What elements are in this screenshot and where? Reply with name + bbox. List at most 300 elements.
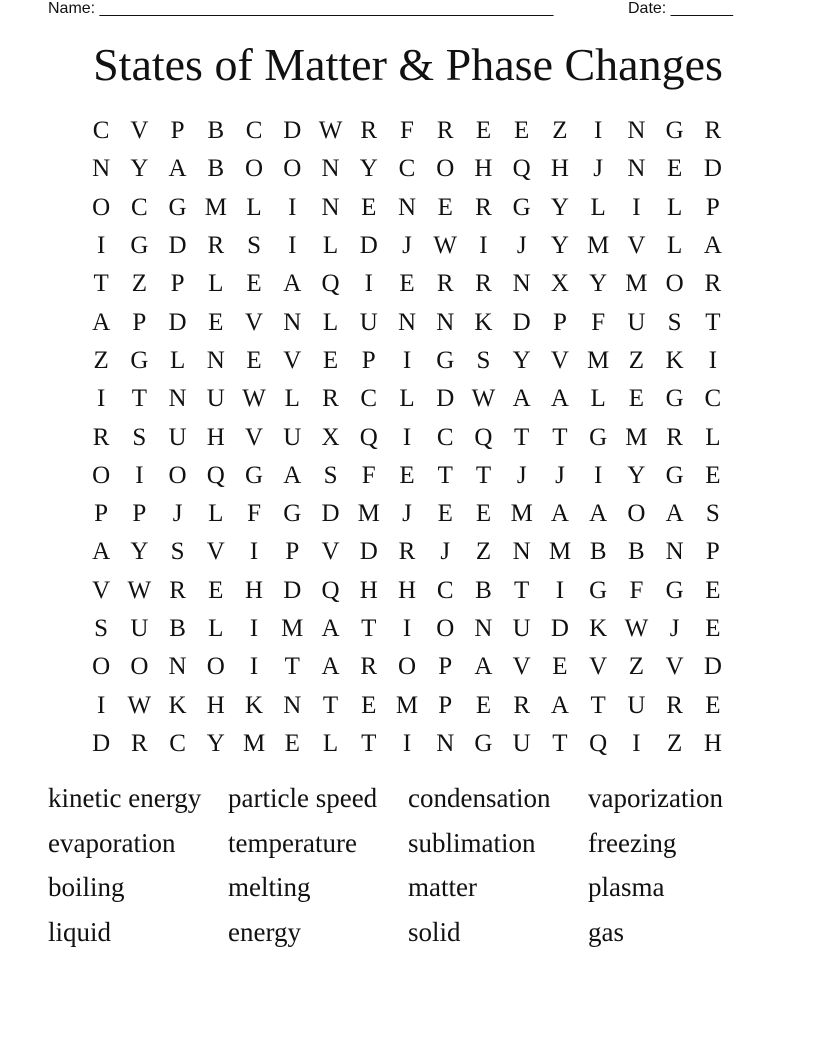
grid-letter: R [207,232,225,260]
grid-letter: G [589,576,608,604]
grid-letter: M [510,500,533,528]
grid-letter: E [208,308,224,336]
grid-letter: N [627,155,646,183]
grid-letter: P [361,346,376,374]
grid-letter: W [433,232,458,260]
grid-letter: G [665,385,684,413]
grid-letter: K [474,308,493,336]
grid-letter: J [516,232,527,260]
grid-letter: B [589,538,607,566]
grid-letter: U [627,691,646,719]
grid-letter: N [627,117,646,145]
grid-row [82,189,732,227]
grid-letter: Y [206,729,225,757]
grid-letter: N [92,155,111,183]
grid-letter: V [321,538,340,566]
grid-letter: P [132,308,147,336]
grid-letter: A [703,232,722,260]
grid-letter: V [589,653,608,681]
name-field-label: Name: ___________________________________________________ [48,0,554,17]
grid-letter: U [627,308,646,336]
grid-letter: N [436,729,455,757]
grid-letter: I [402,729,412,757]
grid-letter: D [359,232,378,260]
grid-letter: C [398,155,416,183]
grid-letter: D [283,117,302,145]
grid-letter: R [475,193,492,221]
grid-letter: Y [512,346,531,374]
grid-letter: K [665,346,684,374]
grid-letter: G [512,193,531,221]
grid-letter: H [397,576,417,604]
grid-letter: Q [474,423,493,451]
grid-letter: Z [628,653,645,681]
grid-letter: R [666,691,683,719]
word-bank [48,778,768,956]
grid-letter: H [474,155,493,183]
word-bank-item: gas [588,916,624,947]
grid-letter: T [514,423,530,451]
grid-letter: N [436,308,455,336]
grid-letter: E [246,346,262,374]
grid-row [82,112,732,150]
grid-letter: Z [131,270,147,298]
grid-letter: C [92,117,110,145]
grid-letter: L [208,500,224,528]
grid-letter: J [172,500,183,528]
grid-letter: J [402,232,412,260]
grid-letter: I [402,346,412,374]
grid-letter: W [624,615,649,642]
grid-letter: Y [550,193,569,221]
grid-letter: A [589,500,608,528]
grid-letter: I [708,346,718,374]
grid-letter: I [594,461,603,489]
grid-letter: V [130,117,149,145]
grid-letter: I [632,729,641,757]
grid-letter: P [170,117,185,145]
grid-letter: I [135,461,144,489]
grid-letter: L [208,615,224,642]
grid-letter: W [127,691,152,719]
grid-letter: M [357,500,380,528]
grid-letter: R [475,270,492,298]
grid-letter: M [395,691,419,719]
grid-letter: I [364,270,373,298]
grid-letter: H [359,576,378,604]
grid-letter: E [628,385,645,413]
grid-row [82,227,732,265]
grid-letter: L [590,193,606,221]
grid-letter: N [321,155,340,183]
grid-letter: W [471,385,496,413]
grid-letter: Q [359,423,378,451]
grid-letter: C [436,423,454,451]
grid-letter: E [399,270,415,298]
grid-letter: S [667,308,682,336]
grid-letter: N [283,691,302,719]
grid-letter: J [440,538,451,566]
grid-letter: I [249,653,259,681]
grid-row [82,342,732,380]
grid-letter: L [666,193,683,221]
grid-letter: V [92,576,111,604]
grid-letter: D [550,615,569,642]
grid-letter: F [400,117,414,145]
grid-letter: L [322,729,339,757]
grid-letter: H [206,423,225,451]
grid-letter: N [512,538,531,566]
grid-letter: A [550,385,569,413]
word-bank-item: boiling [48,872,125,902]
grid-letter: P [438,691,453,719]
grid-letter: M [548,538,572,566]
grid-letter: S [323,461,338,489]
grid-letter: I [402,423,412,451]
grid-letter: V [283,346,302,374]
grid-letter: R [704,117,722,145]
grid-letter: O [397,653,417,681]
grid-letter: Z [93,346,109,374]
grid-letter: J [516,461,527,489]
grid-letter: G [436,346,455,374]
grid-letter: O [92,193,111,221]
word-bank-item: sublimation [408,827,536,858]
grid-letter: U [168,423,187,451]
grid-letter: T [322,691,339,719]
grid-letter: I [555,576,565,604]
grid-letter: T [284,653,300,681]
grid-letter: L [705,423,721,451]
word-bank-item: temperature [228,827,357,858]
grid-letter: S [132,423,147,451]
grid-letter: W [127,576,152,604]
grid-letter: H [550,155,569,183]
grid-letter: M [281,615,304,642]
grid-letter: P [132,500,147,528]
grid-letter: I [288,232,297,260]
grid-letter: A [283,270,302,298]
grid-letter: T [514,576,530,604]
grid-letter: M [204,193,227,221]
grid-letter: E [705,615,721,642]
grid-letter: A [92,308,111,336]
grid-letter: O [168,461,187,489]
grid-letter: S [170,538,185,566]
grid-letter: H [245,576,264,604]
grid-letter: R [704,270,722,298]
grid-letter: G [130,232,149,260]
grid-letter: E [399,461,415,489]
grid-row [82,457,732,495]
grid-letter: O [627,500,646,528]
grid-row [82,572,732,610]
grid-letter: I [96,232,106,260]
grid-letter: Z [628,346,645,374]
grid-letter: L [590,385,606,413]
grid-letter: I [479,232,488,260]
grid-letter: G [665,117,684,145]
grid-row [82,610,732,648]
grid-letter: Y [130,155,149,183]
word-bank-item: liquid [48,916,112,947]
grid-letter: E [475,691,492,719]
grid-letter: E [475,117,492,145]
grid-letter: O [436,155,455,183]
grid-letter: Y [550,232,569,260]
grid-letter: Q [589,729,608,757]
grid-letter: L [169,346,186,374]
grid-letter: T [131,385,147,413]
grid-letter: T [475,461,492,489]
grid-letter: Y [359,155,378,183]
grid-letter: M [587,346,610,374]
grid-letter: W [242,385,266,413]
grid-letter: O [436,615,455,642]
grid-letter: E [322,346,339,374]
grid-letter: C [360,385,378,413]
grid-row [82,648,732,686]
word-bank-item: melting [228,872,311,902]
grid-letter: T [437,461,453,489]
grid-letter: T [361,729,377,757]
grid-letter: A [550,691,569,719]
grid-letter: R [169,576,186,604]
grid-letter: I [96,691,106,719]
grid-letter: E [208,576,224,604]
grid-letter: B [169,615,186,642]
grid-letter: S [247,232,261,260]
grid-letter: O [206,653,225,681]
word-bank-item: solid [408,916,461,947]
page-title: States of Matter & Phase Changes [93,39,723,90]
grid-letter: G [665,576,684,604]
grid-letter: I [96,385,106,413]
grid-letter: P [438,653,453,681]
grid-letter: Q [321,576,340,604]
grid-letter: A [321,653,340,681]
grid-row [82,533,732,571]
grid-letter: U [512,615,531,642]
grid-row [82,265,732,303]
word-bank-item: matter [408,872,477,902]
grid-letter: G [474,729,493,757]
grid-letter: G [589,423,608,451]
grid-row [82,725,732,763]
grid-letter: T [93,270,109,298]
grid-letter: R [92,423,110,451]
grid-letter: I [249,615,259,642]
grid-letter: D [436,385,455,413]
grid-letter: A [512,385,531,413]
grid-letter: R [513,691,531,719]
grid-letter: A [474,653,493,681]
grid-letter: K [168,691,187,719]
grid-letter: Y [589,270,608,298]
grid-letter: N [665,538,684,566]
grid-letter: S [94,615,109,642]
grid-letter: E [552,653,568,681]
grid-letter: N [168,385,187,413]
grid-letter: W [318,117,343,145]
grid-letter: C [131,193,148,221]
grid-letter: C [245,117,263,145]
grid-letter: U [359,308,378,336]
grid-letter: A [550,500,569,528]
grid-letter: D [703,653,722,681]
grid-letter: R [398,538,416,566]
grid-letter: E [514,117,530,145]
grid-letter: B [207,117,225,145]
grid-letter: V [245,423,264,451]
grid-letter: B [207,155,225,183]
grid-letter: V [665,653,684,681]
grid-letter: R [436,117,454,145]
word-bank-item: vaporization [588,783,723,813]
grid-letter: D [168,308,187,336]
grid-letter: H [703,729,722,757]
grid-letter: P [94,500,109,528]
grid-letter: S [476,346,491,374]
grid-letter: V [627,232,646,260]
word-bank-item: evaporation [48,827,176,858]
grid-letter: D [359,538,378,566]
grid-letter: A [92,538,111,566]
grid-letter: O [245,155,264,183]
grid-letter: A [665,500,684,528]
grid-letter: N [397,308,417,336]
grid-letter: P [552,308,567,336]
grid-letter: V [512,653,531,681]
word-bank-item: particle speed [228,783,378,813]
grid-letter: A [321,615,340,642]
grid-letter: C [704,385,722,413]
grid-letter: T [590,691,606,719]
grid-letter: Y [130,538,149,566]
grid-letter: V [206,538,225,566]
grid-letter: N [474,615,493,642]
grid-letter: E [361,691,377,719]
grid-letter: R [360,117,378,145]
grid-letter: Z [475,538,492,566]
grid-letter: Z [552,117,568,145]
grid-letter: D [283,576,302,604]
grid-letter: O [92,653,111,681]
grid-letter: R [322,385,339,413]
grid-letter: Q [206,461,225,489]
grid-letter: N [283,308,302,336]
grid-letter: G [130,346,149,374]
grid-letter: E [246,270,262,298]
grid-letter: U [130,615,149,642]
grid-letter: E [437,500,453,528]
grid-letter: L [246,193,262,221]
grid-letter: L [322,308,339,336]
grid-letter: X [550,270,569,298]
grid-letter: U [512,729,531,757]
grid-letter: D [321,500,340,528]
grid-row [82,495,732,533]
grid-letter: G [665,461,684,489]
grid-row [82,150,732,188]
grid-letter: L [322,232,339,260]
grid-letter: D [92,729,111,757]
grid-letter: G [283,500,302,528]
grid-letter: U [206,385,225,413]
grid-letter: J [669,615,680,642]
grid-letter: F [629,576,644,604]
grid-letter: A [168,155,187,183]
word-search-grid [82,112,732,763]
word-bank-item: energy [228,916,301,947]
grid-letter: U [283,423,302,451]
grid-letter: M [625,270,648,298]
word-bank-item: freezing [588,827,677,858]
grid-letter: L [666,232,683,260]
grid-letter: M [587,232,610,260]
grid-letter: Q [321,270,340,298]
grid-letter: F [247,500,261,528]
grid-letter: R [360,653,378,681]
grid-letter: J [402,500,412,528]
grid-letter: I [402,615,412,642]
grid-letter: P [285,538,300,566]
word-bank-item: kinetic energy [48,783,202,813]
grid-letter: L [208,270,224,298]
grid-letter: I [632,193,641,221]
grid-letter: E [284,729,300,757]
grid-letter: T [361,615,377,642]
grid-letter: N [168,653,187,681]
grid-letter: D [512,308,531,336]
grid-letter: O [665,270,684,298]
grid-letter: B [628,538,645,566]
grid-letter: Y [627,461,646,489]
grid-row [82,686,732,724]
grid-letter: J [555,461,565,489]
grid-letter: P [705,538,720,566]
grid-letter: O [283,155,302,183]
grid-letter: R [666,423,683,451]
grid-letter: T [552,423,568,451]
grid-letter: C [436,576,454,604]
grid-letter: I [249,538,259,566]
grid-row [82,380,732,418]
grid-letter: O [130,653,149,681]
grid-letter: Z [666,729,683,757]
grid-letter: F [591,308,606,336]
grid-letter: V [550,346,569,374]
grid-letter: C [169,729,186,757]
grid-letter: P [170,270,185,298]
grid-letter: G [245,461,264,489]
grid-letter: I [594,117,603,145]
grid-row [82,303,732,341]
grid-letter: A [283,461,302,489]
grid-letter: N [206,346,225,374]
grid-letter: F [361,461,376,489]
grid-letter: T [552,729,568,757]
grid-letter: R [131,729,148,757]
grid-letter: R [436,270,454,298]
grid-letter: E [437,193,453,221]
grid-row [82,418,732,456]
grid-letter: M [625,423,648,451]
grid-letter: T [705,308,721,336]
grid-letter: I [288,193,297,221]
grid-letter: X [321,423,340,451]
grid-letter: N [321,193,340,221]
